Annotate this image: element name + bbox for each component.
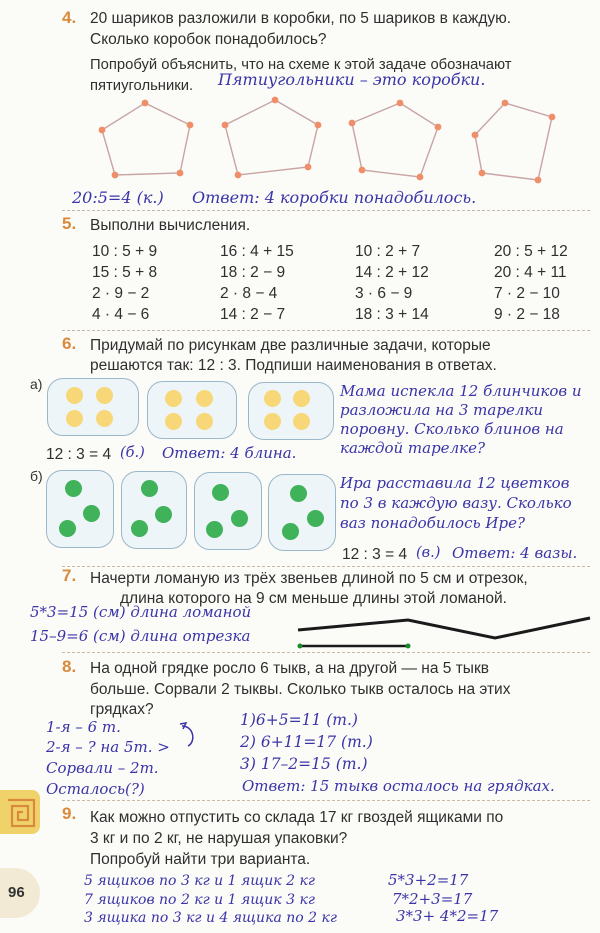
short-1: 1-я – 6 т.: [46, 718, 121, 736]
part-a-label: а): [30, 376, 43, 392]
pancake-dot: [96, 387, 113, 404]
task8-line3: грядках?: [90, 701, 154, 718]
pancake-dot: [66, 387, 83, 404]
b-answer: Ответ: 4 вазы.: [452, 544, 578, 562]
task8-line1: На одной грядке росло 6 тыкв, а на другой — на 5 тыкв: [90, 660, 489, 677]
pancake-dot: [165, 390, 182, 407]
vase-3: [194, 472, 262, 550]
task5-number: 5.: [62, 214, 77, 233]
task7-line1: Начерти ломаную из трёх звеньев длиной по 5 см и отрезок,: [90, 570, 528, 587]
vase-1: [46, 470, 114, 548]
task5-title: Выполни вычисления.: [90, 217, 251, 234]
calc-item: 7 · 2 − 10: [494, 285, 560, 302]
calc-item: 14 : 2 + 12: [355, 264, 429, 281]
a-unit: (б.): [120, 445, 145, 461]
b-equation: 12 : 3 = 4: [342, 546, 408, 563]
calc-col-1: [92, 241, 157, 325]
plate-1: [47, 378, 139, 436]
task7-hand1: 5*3=15 (см) длина ломаной: [30, 603, 252, 621]
flower-dot: [59, 520, 76, 537]
calc-item: 3 · 6 − 9: [355, 285, 413, 302]
formula-3: 3*3+ 4*2=17: [396, 907, 499, 925]
calc-col-3: [355, 241, 429, 325]
task6-line2: решаются так: 12 : 3. Подпиши наименования в ответах.: [90, 357, 497, 374]
b-story-3: ваз понадобилось Ире?: [340, 514, 526, 532]
task9-number: 9.: [62, 804, 77, 823]
task9-line3: Попробуй найти три варианта.: [90, 851, 311, 868]
task6-line1: Придумай по рисункам две различные задачи, которые: [90, 337, 491, 354]
plate-2: [147, 381, 237, 439]
flower-dot: [141, 480, 158, 497]
calc-item: 2 · 8 − 4: [220, 285, 278, 302]
bracket-arrow-icon: [178, 722, 202, 752]
flower-dot: [231, 510, 248, 527]
flower-dot: [131, 520, 148, 537]
variant-3: 3 ящика по 3 кг и 4 ящика по 2 кг: [84, 910, 337, 926]
calc-item: 10 : 5 + 9: [92, 243, 158, 260]
task7-hand2: 15–9=6 (см) длина отрезка: [30, 627, 251, 645]
step-3: 3) 17–2=15 (т.): [240, 755, 368, 773]
calc-item: 4 · 4 − 6: [92, 306, 150, 323]
flower-dot: [83, 505, 100, 522]
a-answer: Ответ: 4 блина.: [162, 444, 297, 462]
flower-dot: [206, 521, 223, 538]
divider-8-9: [62, 800, 590, 801]
a-story-1: Мама испекла 12 блинчиков и: [340, 382, 582, 400]
step-2: 2) 6+11=17 (т.): [240, 733, 373, 751]
calc-item: 16 : 4 + 15: [220, 243, 294, 260]
short-4: Осталось(?): [46, 780, 145, 798]
flower-dot: [282, 523, 299, 540]
pancake-dot: [96, 410, 113, 427]
variant-1: 5 ящиков по 3 кг и 1 ящик 2 кг: [84, 873, 315, 889]
formula-2: 7*2+3=17: [392, 890, 473, 908]
plate-3: [248, 382, 334, 440]
flower-dot: [65, 480, 82, 497]
task9-line1: Как можно отпустить со склада 17 кг гвоздей ящиками по: [90, 809, 504, 826]
pentagons-diagram: [90, 95, 570, 195]
calc-item: 15 : 5 + 8: [92, 264, 158, 281]
task4-hand-solution: 20:5=4 (к.): [72, 188, 164, 207]
pancake-dot: [66, 410, 83, 427]
task4-hand-answer: Ответ: 4 коробки понадобилось.: [192, 188, 477, 207]
short-2: 2-я – ? на 5т. >: [46, 738, 170, 756]
flower-dot: [155, 506, 172, 523]
task7-line2: длина которого на 9 см меньше длины этой ломаной.: [120, 590, 507, 607]
task8-answer: Ответ: 15 тыкв осталось на грядках.: [242, 777, 555, 795]
b-unit: (в.): [416, 545, 441, 561]
pancake-dot: [165, 413, 182, 430]
broken-line-drawing: [290, 610, 600, 655]
page-number: 96: [8, 884, 25, 901]
calc-col-2: [220, 241, 294, 325]
task4-line1: 20 шариков разложили в коробки, по 5 шариков в каждую.: [90, 10, 512, 27]
calc-item: 20 : 4 + 11: [494, 264, 567, 281]
pancake-dot: [196, 390, 213, 407]
calc-item: 9 · 2 − 18: [494, 306, 560, 323]
calc-col-4: [494, 241, 568, 325]
a-story-3: поровну. Сколько блинов на: [340, 420, 564, 438]
calc-item: 14 : 2 − 7: [220, 306, 286, 323]
task8-line2: больше. Сорвали 2 тыквы. Сколько тыкв осталось на этих: [90, 681, 511, 698]
calc-item: 20 : 5 + 12: [494, 243, 568, 260]
b-story-2: по 3 в каждую вазу. Сколько: [340, 494, 572, 512]
task8-number: 8.: [62, 657, 77, 676]
task7-number: 7.: [62, 566, 77, 585]
b-story-1: Ира расставила 12 цветков: [340, 474, 570, 492]
flower-dot: [212, 484, 229, 501]
pancake-dot: [196, 413, 213, 430]
calc-item: 10 : 2 + 7: [355, 243, 421, 260]
pancake-dot: [293, 390, 310, 407]
divider-5-6: [62, 330, 590, 331]
divider-7-8: [62, 652, 590, 653]
calc-item: 2 · 9 − 2: [92, 285, 150, 302]
formula-1: 5*3+2=17: [388, 871, 469, 889]
task4-line2: Сколько коробок понадобилось?: [90, 31, 327, 48]
calc-item: 18 : 2 − 9: [220, 264, 286, 281]
spiral-icon: [6, 798, 36, 828]
task9-line2: 3 кг и по 2 кг, не нарушая упаковки?: [90, 830, 348, 847]
a-story-4: каждой тарелке?: [340, 439, 485, 457]
divider-4-5: [62, 210, 590, 211]
task4-line4: пятиугольники.: [90, 78, 194, 94]
variant-2: 7 ящиков по 2 кг и 1 ящик 3 кг: [84, 892, 315, 908]
flower-dot: [290, 485, 307, 502]
task4-hand-explain: Пятиугольники – это коробки.: [218, 70, 486, 89]
pancake-dot: [264, 390, 281, 407]
step-1: 1)6+5=11 (т.): [240, 711, 358, 729]
divider-6-7: [62, 566, 590, 567]
a-story-2: разложила на 3 тарелки: [340, 401, 543, 419]
short-3: Сорвали – 2т.: [46, 759, 159, 777]
flower-dot: [307, 510, 324, 527]
task6-number: 6.: [62, 334, 77, 353]
pancake-dot: [293, 413, 310, 430]
a-equation: 12 : 3 = 4: [46, 446, 112, 463]
task4-line3: Попробуй объяснить, что на схеме к этой задаче обозначают: [90, 57, 512, 73]
pancake-dot: [264, 413, 281, 430]
part-b-label: б): [30, 468, 43, 484]
calc-item: 18 : 3 + 14: [355, 306, 429, 323]
task4-number: 4.: [62, 8, 77, 27]
